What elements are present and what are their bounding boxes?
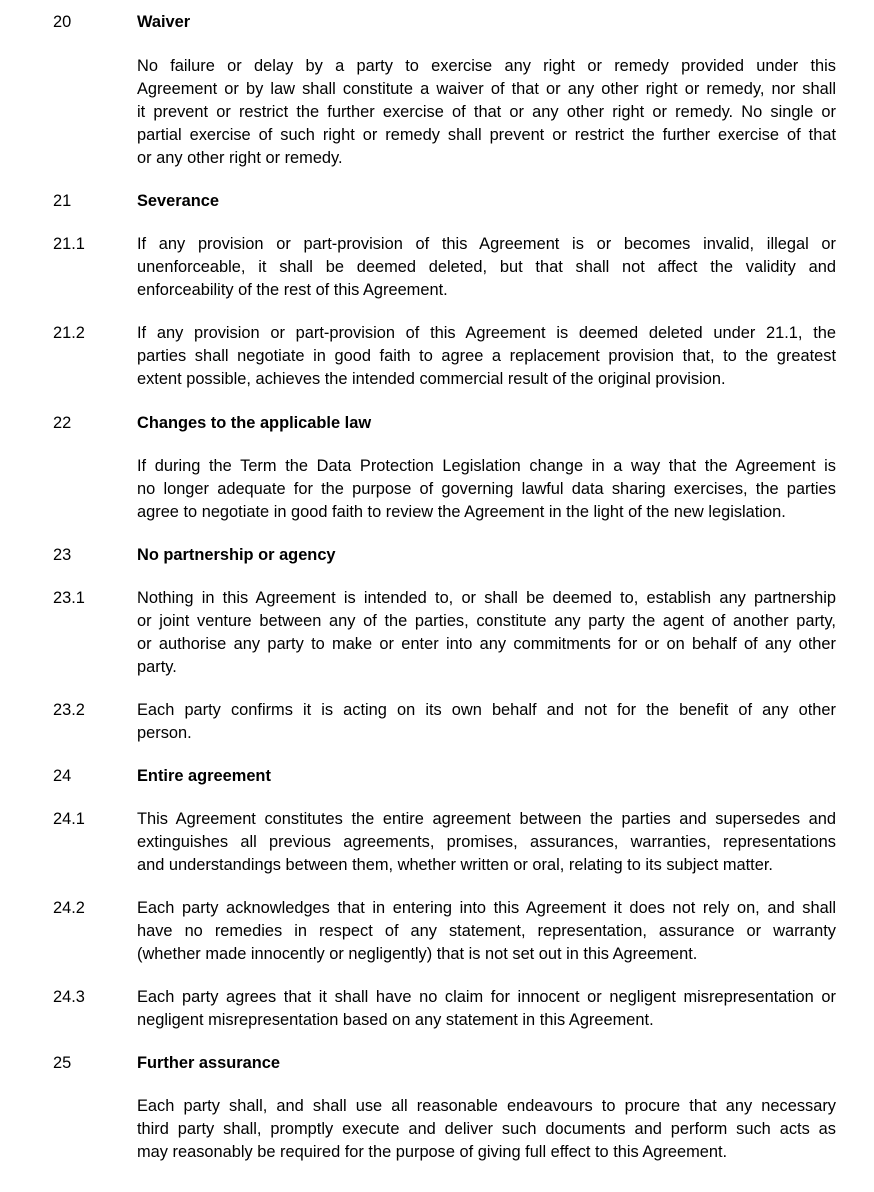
clause-number: 21.1 — [53, 235, 85, 253]
paragraph — [137, 322, 836, 391]
text-line: Agreement or by law shall constitute a waiver of that or any other right or remedy, nor shall — [137, 80, 836, 98]
section-heading: Changes to the applicable law — [137, 414, 372, 432]
section-number: 20 — [53, 13, 72, 31]
paragraph — [137, 897, 836, 966]
text-line: Each party agrees that it shall have no claim for innocent or negligent misrepresentation or — [137, 988, 836, 1006]
paragraph — [137, 455, 836, 524]
section-heading: No partnership or agency — [137, 546, 336, 564]
text-line: unenforceable, it shall be deemed deleted, but that shall not affect the validity and — [137, 258, 836, 276]
section-heading: Severance — [137, 192, 220, 210]
clause-number: 23.2 — [53, 701, 85, 719]
text-line: negligent misrepresentation based on any statement in this Agreement. — [137, 1011, 654, 1029]
text-line: person. — [137, 724, 192, 742]
text-line: or authorise any party to make or enter into any commitments for or on behalf of any other — [137, 635, 836, 653]
text-line: No failure or delay by a party to exercise any right or remedy provided under this — [137, 57, 836, 75]
section-number: 24 — [53, 767, 72, 785]
paragraph — [137, 699, 836, 745]
text-line: (whether made innocently or negligently) that is not set out in this Agreement. — [137, 945, 698, 963]
paragraph — [137, 587, 836, 679]
text-line: If during the Term the Data Protection Legislation change in a way that the Agreement is — [137, 457, 836, 475]
text-line: If any provision or part-provision of this Agreement is or becomes invalid, illegal or — [137, 235, 836, 253]
text-line: or joint venture between any of the parties, constitute any party the agent of another party, — [137, 612, 836, 630]
paragraph — [137, 808, 836, 877]
text-line: may reasonably be required for the purpose of giving full effect to this Agreement. — [137, 1143, 728, 1161]
text-line: enforceability of the rest of this Agreement. — [137, 281, 448, 299]
text-line: it prevent or restrict the further exercise of that or any other right or remedy. No single or — [137, 103, 836, 121]
text-line: third party shall, promptly execute and deliver such documents and perform such acts as — [137, 1120, 836, 1138]
text-line: Nothing in this Agreement is intended to, or shall be deemed to, establish any partnership — [137, 589, 836, 607]
text-line: extent possible, achieves the intended commercial result of the original provision. — [137, 370, 726, 388]
clause-number: 21.2 — [53, 324, 85, 342]
paragraph — [137, 1095, 836, 1164]
paragraph — [137, 55, 836, 170]
paragraph — [137, 233, 836, 302]
paragraph — [137, 986, 836, 1032]
text-line: If any provision or part-provision of this Agreement is deemed deleted under 21.1, the — [137, 324, 836, 342]
text-line: extinguishes all previous agreements, promises, assurances, warranties, representations — [137, 833, 836, 851]
text-line: Each party confirms it is acting on its own behalf and not for the benefit of any other — [137, 701, 836, 719]
clause-number: 24.1 — [53, 810, 85, 828]
text-line: and understandings between them, whether written or oral, relating to its subject matter. — [137, 856, 773, 874]
text-line: party. — [137, 658, 177, 676]
section-heading: Entire agreement — [137, 767, 271, 785]
clause-number: 24.3 — [53, 988, 85, 1006]
section-heading: Further assurance — [137, 1054, 281, 1072]
text-line: agree to negotiate in good faith to review the Agreement in the light of the new legislation. — [137, 503, 786, 521]
text-line: Each party shall, and shall use all reasonable endeavours to procure that any necessary — [137, 1097, 836, 1115]
section-number: 21 — [53, 192, 72, 210]
text-line: no longer adequate for the purpose of governing lawful data sharing exercises, the parties — [137, 480, 836, 498]
section-number: 23 — [53, 546, 72, 564]
section-number: 25 — [53, 1054, 72, 1072]
text-line: This Agreement constitutes the entire agreement between the parties and supersedes and — [137, 810, 836, 828]
clause-number: 23.1 — [53, 589, 85, 607]
section-number: 22 — [53, 414, 72, 432]
text-line: partial exercise of such right or remedy shall prevent or restrict the further exercise of that — [137, 126, 836, 144]
clause-number: 24.2 — [53, 899, 85, 917]
text-line: parties shall negotiate in good faith to agree a replacement provision that, to the greatest — [137, 347, 836, 365]
section-heading: Waiver — [137, 13, 191, 31]
text-line: Each party acknowledges that in entering into this Agreement it does not rely on, and shall — [137, 899, 836, 917]
text-line: or any other right or remedy. — [137, 149, 343, 167]
text-line: have no remedies in respect of any statement, representation, assurance or warranty — [137, 922, 836, 940]
